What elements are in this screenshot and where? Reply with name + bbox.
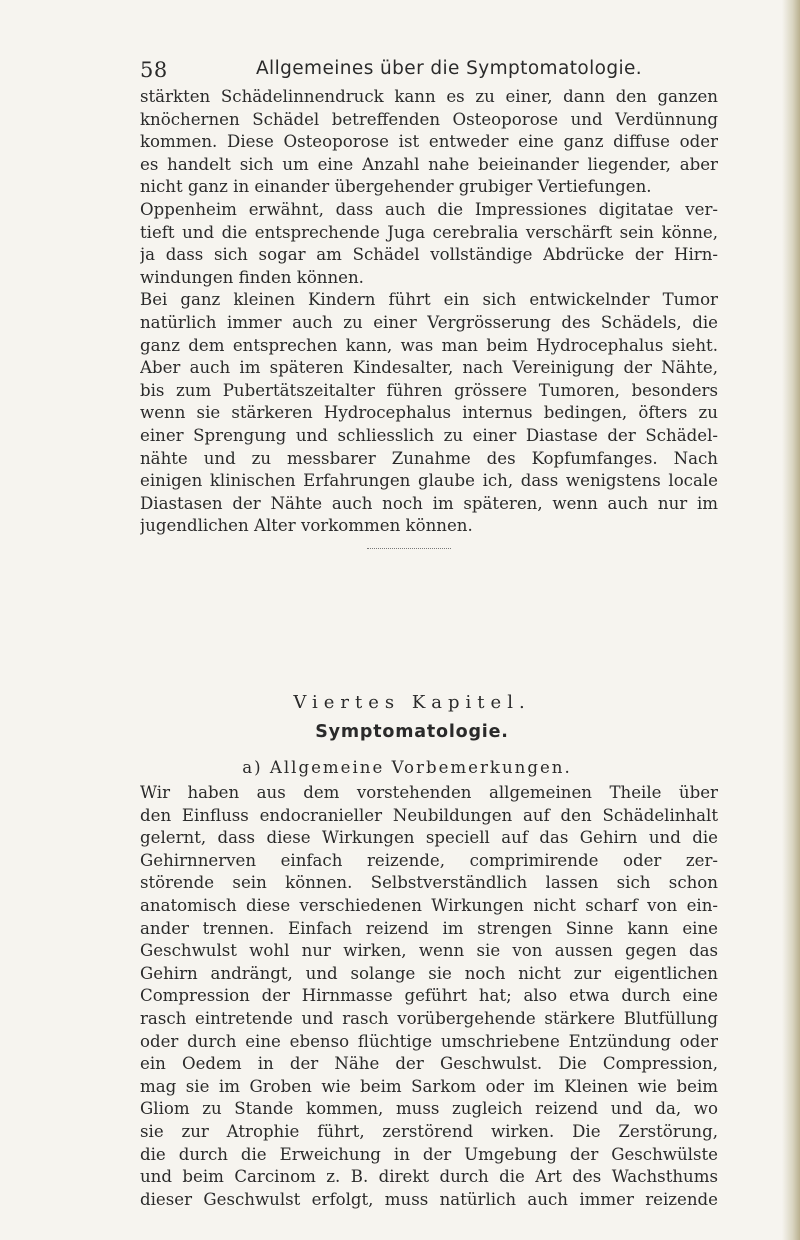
paragraph-line: sie zur Atrophie führt, zerstörend wirken. Die Zerstörung,: [140, 1121, 718, 1141]
paragraph-line: nicht ganz in einander übergehender grubiger Vertiefungen.: [140, 177, 652, 197]
paragraph-line: stärkten Schädelinnendruck kann es zu einer, dann den ganzen: [140, 87, 718, 106]
paragraph-line: mag sie im Groben wie beim Sarkom oder im Kleinen wie beim: [140, 1076, 718, 1096]
running-head: Allgemeines über die Symptomatologie.: [256, 58, 643, 79]
chapter-title: Symptomatologie.: [315, 722, 509, 742]
paragraph-line: ander trennen. Einfach reizend im strengen Sinne kann eine: [140, 918, 718, 938]
paragraph-line: gelernt, dass diese Wirkungen speciell auf das Gehirn und die: [140, 828, 718, 848]
page-header: [140, 58, 700, 88]
paragraph-line: Gliom zu Stande kommen, muss zugleich reizend und da, wo: [140, 1099, 718, 1119]
paragraph-line: wenn sie stärkeren Hydrocephalus internus bedingen, öfters zu: [140, 403, 718, 423]
paragraph-line: bis zum Pubertätszeitalter führen grössere Tumoren, besonders: [140, 380, 718, 400]
text-block-bottom: [140, 782, 718, 1211]
paragraph-line: Gehirnnerven einfach reizende, comprimirende oder zer-: [140, 850, 718, 870]
paragraph-line: störende sein können. Selbstverständlich lassen sich schon: [140, 873, 718, 893]
paragraph-line: Bei ganz kleinen Kindern führt ein sich entwickelnder Tumor: [140, 290, 718, 310]
paragraph-line: jugendlichen Alter vorkommen können.: [140, 516, 473, 536]
section-separator: [367, 548, 451, 549]
paragraph-line: ein Oedem in der Nähe der Geschwulst. Die Compression,: [140, 1054, 718, 1074]
paragraph-line: Oppenheim erwähnt, dass auch die Impressiones digitatae ver-: [140, 199, 718, 219]
paragraph-line: Diastasen der Nähte auch noch im späteren, wenn auch nur im: [140, 493, 718, 513]
paragraph-line: nähte und zu messbarer Zunahme des Kopfumfanges. Nach: [140, 448, 718, 468]
page-edge-shadow: [782, 0, 800, 1240]
paragraph-line: Compression der Hirnmasse geführt hat; also etwa durch eine: [140, 986, 718, 1006]
paragraph-line: Geschwulst wohl nur wirken, wenn sie von aussen gegen das: [140, 941, 718, 961]
paragraph-line: kommen. Diese Osteoporose ist entweder eine ganz diffuse oder: [140, 132, 718, 152]
paragraph-line: einer Sprengung und schliesslich zu einer Diastase der Schädel-: [140, 425, 718, 445]
section-heading: a) Allgemeine Vorbemerkungen.: [242, 758, 572, 777]
paragraph-line: windungen finden können.: [140, 267, 364, 287]
chapter-number: Viertes Kapitel.: [293, 692, 531, 713]
page-number: 58: [140, 58, 168, 82]
paragraph-line: Gehirn andrängt, und solange sie noch nicht zur eigentlichen: [140, 963, 718, 983]
paragraph-line: die durch die Erweichung in der Umgebung der Geschwülste: [140, 1144, 718, 1164]
paragraph-line: dieser Geschwulst erfolgt, muss natürlich auch immer reizende: [140, 1189, 718, 1209]
paragraph-line: oder durch eine ebenso flüchtige umschriebene Entzündung oder: [140, 1031, 718, 1051]
paragraph-line: ja dass sich sogar am Schädel vollständige Abdrücke der Hirn-: [140, 245, 718, 265]
text-block-top: [140, 86, 718, 538]
paragraph-line: den Einfluss endocranieller Neubildungen auf den Schädelinhalt: [140, 805, 718, 825]
paragraph-line: es handelt sich um eine Anzahl nahe beieinander liegender, aber: [140, 154, 718, 174]
paragraph-line: einigen klinischen Erfahrungen glaube ich, dass wenigstens locale: [140, 471, 718, 491]
paragraph-line: knöchernen Schädel betreffenden Osteoporose und Verdünnung: [140, 109, 718, 129]
paragraph-line: Wir haben aus dem vorstehenden allgemeinen Theile über: [140, 783, 718, 802]
paragraph-line: und beim Carcinom z. B. direkt durch die Art des Wachsthums: [140, 1167, 718, 1187]
paragraph-line: Aber auch im späteren Kindesalter, nach Vereinigung der Nähte,: [140, 358, 718, 378]
paragraph-line: anatomisch diese verschiedenen Wirkungen nicht scharf von ein-: [140, 895, 718, 915]
paragraph-line: natürlich immer auch zu einer Vergrösserung des Schädels, die: [140, 312, 718, 332]
paragraph-line: rasch eintretende und rasch vorübergehende stärkere Blutfüllung: [140, 1008, 718, 1028]
paragraph-line: tieft und die entsprechende Juga cerebralia verschärft sein könne,: [140, 222, 718, 242]
paragraph-line: ganz dem entsprechen kann, was man beim Hydrocephalus sieht.: [140, 335, 718, 355]
